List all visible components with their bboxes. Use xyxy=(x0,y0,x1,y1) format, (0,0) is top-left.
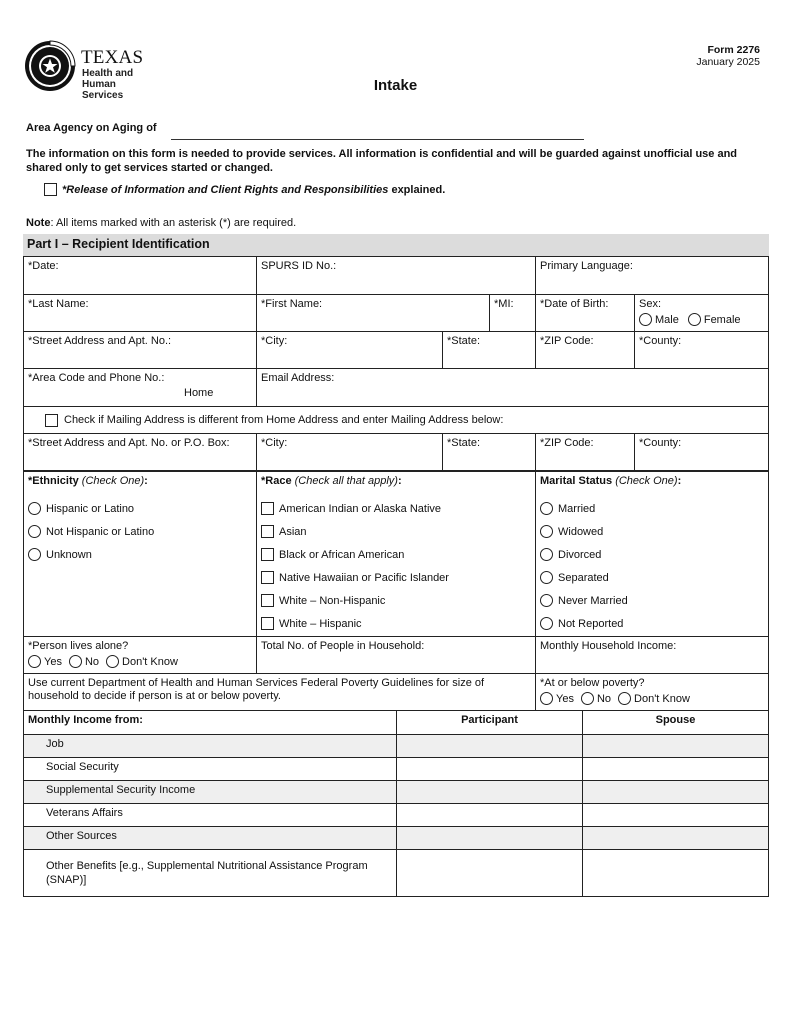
ethnicity-option[interactable]: Not Hispanic or Latino xyxy=(28,520,252,543)
income-spouse-input[interactable] xyxy=(582,803,769,827)
radio-icon[interactable] xyxy=(28,655,41,668)
middle-initial-field[interactable]: *MI: xyxy=(489,294,536,332)
income-participant-input[interactable] xyxy=(396,734,583,758)
radio-icon[interactable] xyxy=(106,655,119,668)
marital-option[interactable]: Widowed xyxy=(540,520,764,543)
checkbox-icon[interactable] xyxy=(261,548,274,561)
radio-icon[interactable] xyxy=(581,692,594,705)
sex-field: Sex: Male Female xyxy=(634,294,769,332)
radio-icon[interactable] xyxy=(28,525,41,538)
poverty-dont-know[interactable]: Don't Know xyxy=(618,692,690,705)
radio-icon[interactable] xyxy=(639,313,652,326)
race-option[interactable]: American Indian or Alaska Native xyxy=(261,497,531,520)
income-row-label: Supplemental Security Income xyxy=(23,780,397,804)
form-date: January 2025 xyxy=(696,56,760,68)
radio-icon[interactable] xyxy=(618,692,631,705)
poverty-guidelines-note: Use current Department of Health and Human Services Federal Poverty Guidelines for size of household to decide if person is at or below poverty. xyxy=(23,673,536,711)
race-group xyxy=(256,471,536,637)
ethnicity-group xyxy=(23,471,257,637)
lives-alone-no[interactable]: No xyxy=(69,655,99,668)
state-field[interactable]: *State: xyxy=(442,331,536,369)
radio-icon[interactable] xyxy=(540,502,553,515)
income-participant-input[interactable] xyxy=(396,780,583,804)
logo-hhs-text: Health and Human Services xyxy=(82,68,134,101)
radio-icon[interactable] xyxy=(28,502,41,515)
poverty-field: *At or below poverty? Yes No Don't Know xyxy=(535,673,769,711)
ethnicity-label: *Ethnicity (Check One): xyxy=(28,475,148,487)
lives-alone-yes[interactable]: Yes xyxy=(28,655,62,668)
marital-status-label: Marital Status (Check One): xyxy=(540,475,682,487)
primary-language-field[interactable]: Primary Language: xyxy=(535,256,769,295)
county-field[interactable]: *County: xyxy=(634,331,769,369)
checkbox-icon[interactable] xyxy=(261,617,274,630)
income-row-label: Other Sources xyxy=(23,826,397,850)
radio-icon[interactable] xyxy=(540,525,553,538)
income-participant-input[interactable] xyxy=(396,826,583,850)
mail-state-field[interactable]: *State: xyxy=(442,433,536,471)
checkbox-icon[interactable] xyxy=(261,594,274,607)
radio-icon[interactable] xyxy=(688,313,701,326)
radio-icon[interactable] xyxy=(540,594,553,607)
email-field[interactable]: Email Address: xyxy=(256,368,769,407)
page-title: Intake xyxy=(373,77,418,94)
income-spouse-input[interactable] xyxy=(582,826,769,850)
spurs-id-field[interactable]: SPURS ID No.: xyxy=(256,256,536,295)
last-name-field[interactable]: *Last Name: xyxy=(23,294,257,332)
checkbox-icon[interactable] xyxy=(261,502,274,515)
agency-input[interactable] xyxy=(171,139,584,140)
income-spouse-input[interactable] xyxy=(582,780,769,804)
income-row-label: Veterans Affairs xyxy=(23,803,397,827)
income-spouse-input[interactable] xyxy=(582,757,769,781)
income-header-label: Monthly Income from: xyxy=(23,710,397,735)
income-header-spouse: Spouse xyxy=(582,710,769,735)
agency-label: Area Agency on Aging of xyxy=(26,122,157,134)
income-row-label: Job xyxy=(23,734,397,758)
radio-icon[interactable] xyxy=(540,692,553,705)
poverty-yes[interactable]: Yes xyxy=(540,692,574,705)
part1-header: Part I – Recipient Identification xyxy=(23,234,769,256)
checkbox-icon[interactable] xyxy=(261,525,274,538)
phone-field[interactable]: *Area Code and Phone No.: Home xyxy=(23,368,257,407)
mailing-address-row: Check if Mailing Address is different from Home Address and enter Mailing Address below: xyxy=(23,406,769,434)
race-label: *Race (Check all that apply): xyxy=(261,475,402,487)
date-field[interactable]: *Date: xyxy=(23,256,257,295)
income-row-label: Social Security xyxy=(23,757,397,781)
radio-icon[interactable] xyxy=(28,548,41,561)
income-row-label: Other Benefits [e.g., Supplemental Nutritional Assistance Program (SNAP)] xyxy=(23,849,397,897)
logo-texas-text: TEXAS xyxy=(81,47,144,68)
mail-county-field[interactable]: *County: xyxy=(634,433,769,471)
radio-icon[interactable] xyxy=(540,617,553,630)
race-option[interactable]: Asian xyxy=(261,520,531,543)
income-participant-input[interactable] xyxy=(396,803,583,827)
marital-option[interactable]: Married xyxy=(540,497,764,520)
mail-street-field[interactable]: *Street Address and Apt. No. or P.O. Box: xyxy=(23,433,257,471)
race-option[interactable]: White – Non-Hispanic xyxy=(261,589,531,612)
income-participant-input[interactable] xyxy=(396,757,583,781)
checkbox-icon[interactable] xyxy=(261,571,274,584)
household-income-field[interactable]: Monthly Household Income: xyxy=(535,636,769,674)
form-identifier xyxy=(696,44,760,68)
zip-code-field[interactable]: *ZIP Code: xyxy=(535,331,635,369)
mail-city-field[interactable]: *City: xyxy=(256,433,443,471)
marital-option[interactable]: Separated xyxy=(540,566,764,589)
radio-icon[interactable] xyxy=(540,548,553,561)
race-option[interactable]: White – Hispanic xyxy=(261,612,531,635)
household-count-field[interactable]: Total No. of People in Household: xyxy=(256,636,536,674)
release-explained-checkbox[interactable] xyxy=(44,183,57,196)
sex-male-option[interactable]: Male xyxy=(639,313,679,326)
marital-option[interactable]: Divorced xyxy=(540,543,764,566)
release-explained-row xyxy=(44,183,445,196)
date-of-birth-field[interactable]: *Date of Birth: xyxy=(535,294,635,332)
income-participant-input[interactable] xyxy=(396,849,583,897)
income-spouse-input[interactable] xyxy=(582,849,769,897)
poverty-no[interactable]: No xyxy=(581,692,611,705)
radio-icon[interactable] xyxy=(69,655,82,668)
race-option[interactable]: Native Hawaiian or Pacific Islander xyxy=(261,566,531,589)
mailing-address-different-checkbox[interactable] xyxy=(45,414,58,427)
race-option[interactable]: Black or African American xyxy=(261,543,531,566)
confidentiality-notice: The information on this form is needed to provide services. All information is confidential and will be guarded against unofficial use and shared only to get services started or changed. xyxy=(26,148,738,174)
phone-home-label: Home xyxy=(184,387,214,399)
marital-status-group xyxy=(535,471,769,637)
release-explained-label: *Release of Information and Client Rights and Responsibilities explained. xyxy=(62,183,446,196)
income-spouse-input[interactable] xyxy=(582,734,769,758)
sex-female-option[interactable]: Female xyxy=(688,313,741,326)
city-field[interactable]: *City: xyxy=(256,331,443,369)
income-header-participant: Participant xyxy=(396,710,583,735)
radio-icon[interactable] xyxy=(540,571,553,584)
required-note: Note: All items marked with an asterisk (*) are required. xyxy=(26,217,297,229)
lives-alone-field: *Person lives alone? Yes No Don't Know xyxy=(23,636,257,674)
lives-alone-dont-know[interactable]: Don't Know xyxy=(106,655,178,668)
ethnicity-option[interactable]: Hispanic or Latino xyxy=(28,497,252,520)
form-number: Form 2276 xyxy=(707,44,760,56)
first-name-field[interactable]: *First Name: xyxy=(256,294,490,332)
ethnicity-option[interactable]: Unknown xyxy=(28,543,252,566)
marital-option[interactable]: Never Married xyxy=(540,589,764,612)
marital-option[interactable]: Not Reported xyxy=(540,612,764,635)
mail-zip-field[interactable]: *ZIP Code: xyxy=(535,433,635,471)
street-address-field[interactable]: *Street Address and Apt. No.: xyxy=(23,331,257,369)
